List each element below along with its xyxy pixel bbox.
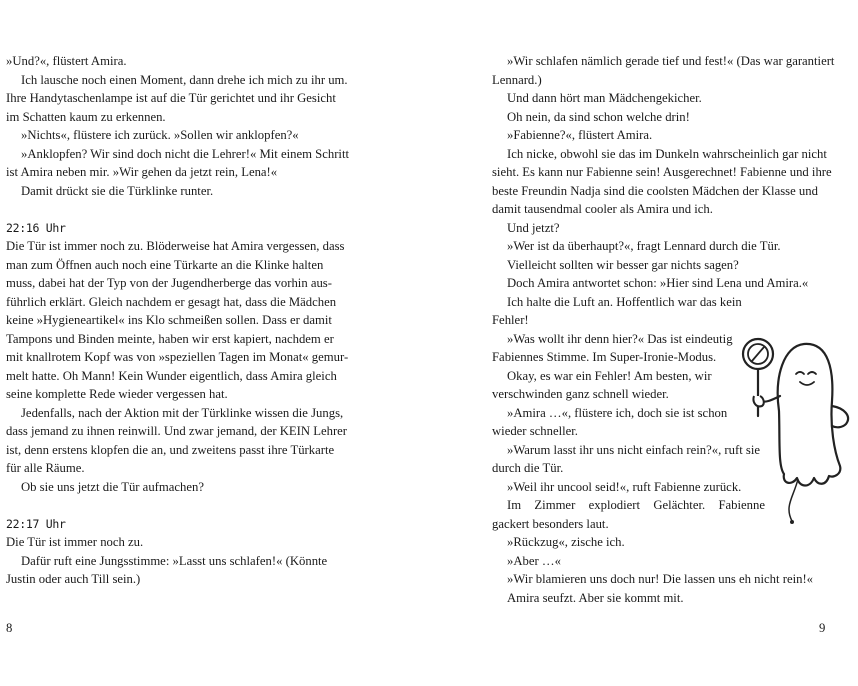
ghost-with-stop-sign-illustration: [734, 316, 854, 531]
text-line: verschwinden ganz schnell wieder.: [492, 387, 669, 401]
text-line: »Fabienne?«, flüstert Amira.: [507, 128, 653, 142]
text-line: Tampons und Binden meinte, haben wir erst kapiert, nachdem er: [6, 331, 334, 346]
text-line: Damit drückt sie die Türklinke runter.: [21, 183, 214, 198]
text-line: Justin oder auch Till sein.): [6, 572, 141, 586]
text-line: »Rückzug«, zische ich.: [507, 535, 625, 549]
text-line: Lennard.): [492, 72, 542, 87]
text-line: sieht. Es kann nur Fabienne sein! Ausgerechnet! Fabienne und ihre: [492, 165, 832, 179]
text-line: Und jetzt?: [507, 220, 560, 235]
text-line: dass jemand zu ihnen reinwill. Und zwar jemand, der KEIN Lehrer: [6, 424, 348, 438]
text-line: Fabiennes Stimme. Im Super-Ironie-Modus.: [492, 350, 717, 364]
right-page: [429, 0, 858, 686]
text-line: »Wir schlafen nämlich gerade tief und fest!« (Das war garantiert: [507, 54, 835, 68]
text-line: Im Zimmer explodiert Gelächter. Fabienne: [507, 498, 765, 512]
text-line: Vielleicht sollten wir besser gar nichts sagen?: [507, 257, 739, 272]
text-line: Die Tür ist immer noch zu. Blöderweise hat Amira vergessen, dass: [6, 239, 345, 253]
text-line: Ich lausche noch einen Moment, dann drehe ich mich zu ihr um.: [21, 72, 348, 87]
text-line: man zum Öffnen auch noch eine Türkarte an die Klinke halten: [6, 257, 324, 272]
text-line: für alle Räume.: [6, 461, 85, 475]
text-line: »Wir blamieren uns doch nur! Die lassen uns eh nicht rein!«: [507, 572, 814, 586]
page-number-left: 8: [6, 621, 13, 635]
text-line: durch die Tür.: [492, 461, 564, 475]
text-line: Fehler!: [492, 313, 529, 327]
text-line: Und dann hört man Mädchengekicher.: [507, 91, 702, 105]
text-line: Okay, es war ein Fehler! Am besten, wir: [507, 368, 712, 383]
text-line: keine »Hygieneartikel« ins Klo schmeißen sollen. Dass er damit: [6, 313, 332, 327]
text-line: mit knallrotem Kopf was von »speziellen Tagen im Monat« gemur-: [6, 350, 349, 364]
time-heading: 22:16 Uhr: [6, 220, 66, 235]
text-line: Ihre Handytaschenlampe ist auf die Tür gerichtet und ihr Gesicht: [6, 91, 336, 105]
text-line: gackert besonders laut.: [492, 516, 609, 531]
text-line: »Amira …«, flüstere ich, doch sie ist schon: [507, 405, 728, 420]
text-line: Ich halte die Luft an. Hoffentlich war das kein: [507, 294, 742, 309]
text-line: muss, dabei hat der Typ von der Jugendherberge das vorhin aus-: [6, 276, 332, 290]
text-line: »Aber …«: [507, 553, 561, 568]
text-line: Oh nein, da sind schon welche drin!: [507, 109, 690, 124]
left-page-text: [6, 52, 348, 589]
text-line: ist Amira neben mir. »Wir gehen da jetzt rein, Lena!«: [6, 165, 278, 179]
text-line: melt hatte. Oh Mann! Kein Wunder eigentlich, dass Amira gleich: [6, 368, 337, 383]
text-line: »Und?«, flüstert Amira.: [6, 54, 127, 68]
text-line: »Wer ist da überhaupt?«, fragt Lennard durch die Tür.: [507, 239, 781, 253]
text-line: Jedenfalls, nach der Aktion mit der Türklinke wissen die Jungs,: [21, 405, 344, 420]
text-line: [6, 200, 348, 219]
text-line: führlich erklärt. Gleich nachdem er gesagt hat, dass die Mädchen: [6, 294, 337, 309]
text-line: wieder schneller.: [492, 424, 578, 438]
text-line: »Weil ihr uncool seid!«, ruft Fabienne zurück.: [507, 479, 742, 494]
time-heading: 22:17 Uhr: [6, 516, 66, 531]
text-line: Doch Amira antwortet schon: »Hier sind Lena und Amira.«: [507, 276, 809, 290]
text-line: Dafür ruft eine Jungsstimme: »Lasst uns schlafen!« (Könnte: [21, 553, 328, 568]
text-line: Ob sie uns jetzt die Tür aufmachen?: [21, 479, 204, 494]
text-line: [6, 496, 348, 515]
text-line: »Was wollt ihr denn hier?« Das ist eindeutig: [507, 331, 733, 346]
text-line: damit tausendmal cooler als Amira und ich.: [492, 202, 713, 216]
text-line: ist, denn erstens klopfen die an, und zweitens passt ihre Türkarte: [6, 442, 335, 457]
text-line: im Schatten kaum zu erkennen.: [6, 109, 166, 124]
text-line: Ich nicke, obwohl sie das im Dunkeln wahrscheinlich gar nicht: [507, 146, 827, 161]
text-line: »Warum lasst ihr uns nicht einfach rein?«, ruft sie: [507, 442, 761, 457]
text-line: Die Tür ist immer noch zu.: [6, 535, 144, 549]
text-line: »Nichts«, flüstere ich zurück. »Sollen wir anklopfen?«: [21, 128, 299, 142]
text-line: seine komplette Rede wieder vergessen hat.: [6, 387, 228, 401]
text-line: beste Freundin Nadja sind die coolsten Mädchen der Klasse und: [492, 183, 818, 198]
page-number-right: 9: [819, 621, 826, 635]
text-line: Amira seufzt. Aber sie kommt mit.: [507, 590, 684, 605]
text-line: »Anklopfen? Wir sind doch nicht die Lehrer!« Mit einem Schritt: [21, 146, 349, 161]
